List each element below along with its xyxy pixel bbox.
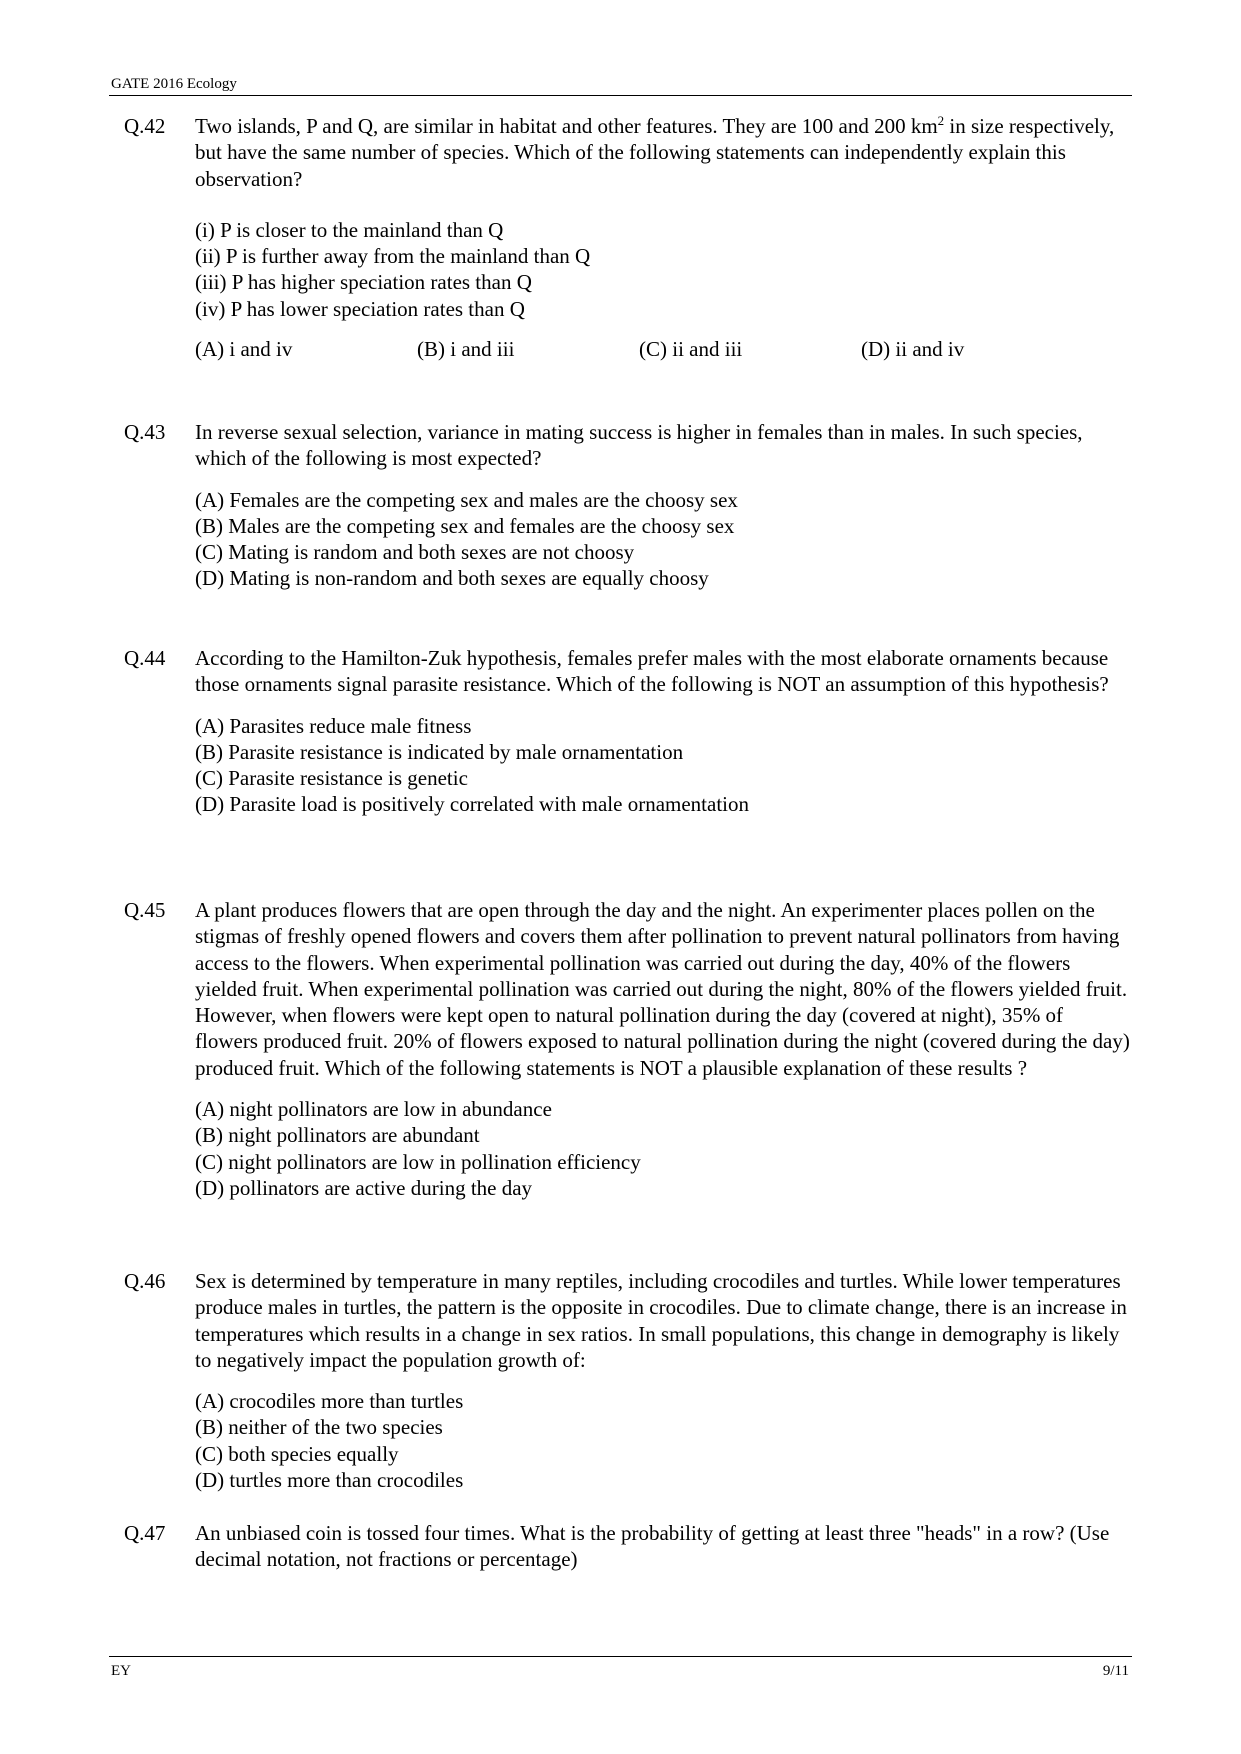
header-rule (109, 95, 1132, 96)
option-d: (D) Parasite load is positively correlated with male ornamentation (195, 792, 749, 817)
option-d: (D) Mating is non-random and both sexes are equally choosy (195, 566, 709, 591)
question-text: Sex is determined by temperature in many reptiles, including crocodiles and turtles. While lower temperatures produce males in turtles, the pattern is the opposite in crocodiles. Due to climate change, there is an increase in temperatures which results in a change in sex ratios. In small populations, this change in demography is likely to negatively impact the population growth of: (195, 1269, 1127, 1372)
option-a: (A) i and iv (195, 337, 293, 362)
option-c: (C) Parasite resistance is genetic (195, 766, 468, 791)
question-body (195, 645, 1130, 818)
option-c: (C) Mating is random and both sexes are not choosy (195, 540, 635, 565)
option-d: (D) ii and iv (861, 337, 965, 362)
option-a: (A) Parasites reduce male fitness (195, 713, 472, 738)
question-number: Q.45 (124, 898, 166, 922)
statement: (i) P is closer to the mainland than Q (195, 217, 504, 242)
footer-paper-code: EY (111, 1663, 131, 1679)
question-body (195, 1520, 1130, 1573)
statement: (ii) P is further away from the mainland than Q (195, 244, 591, 269)
option-c: (C) night pollinators are low in pollination efficiency (195, 1149, 641, 1174)
option-a: (A) crocodiles more than turtles (195, 1389, 464, 1414)
question-number: Q.46 (124, 1269, 166, 1293)
option-list (195, 1096, 1130, 1201)
question-body (195, 113, 1130, 362)
option-d: (D) pollinators are active during the day (195, 1175, 533, 1200)
option-row (195, 336, 1130, 362)
question-text: In reverse sexual selection, variance in mating success is higher in females than in males. In such species, which of the following is most expected? (195, 420, 1083, 471)
option-d: (D) turtles more than crocodiles (195, 1468, 464, 1493)
footer-page-number: 9/11 (1102, 1663, 1129, 1679)
option-b: (B) Parasite resistance is indicated by male ornamentation (195, 739, 684, 764)
question-text: According to the Hamilton-Zuk hypothesis, females prefer males with the most elaborate ornaments because those ornaments signal parasite resistance. Which of the following is NOT an assumption of this hypothesis? (195, 646, 1109, 697)
question-body (195, 897, 1130, 1201)
option-c: (C) both species equally (195, 1441, 399, 1466)
question-text: A plant produces flowers that are open through the day and the night. An experimenter places pollen on the stigmas of freshly opened flowers and covers them after pollination to prevent natural pollinators from having access to the flowers. When experimental pollination was carried out during the day, 40% of the flowers yielded fruit. When experimental pollination was carried out during the night, 80% of the flowers yielded fruit. However, when flowers were kept open to natural pollination during the day (covered at night), 35% of flowers produced fruit. 20% of flowers exposed to natural pollination during the night (covered during the day) produced fruit. Which of the following statements is NOT a plausible explanation of these results ? (195, 898, 1130, 1080)
question-body (195, 1268, 1130, 1493)
question-text-part: Two islands, P and Q, are similar in habitat and other features. They are 100 and 200 km (195, 114, 938, 138)
option-b: (B) neither of the two species (195, 1415, 443, 1440)
statement: (iv) P has lower speciation rates than Q (195, 296, 525, 321)
question-text (195, 113, 1130, 192)
question-number: Q.43 (124, 420, 166, 444)
option-b: (B) i and iii (417, 337, 515, 362)
option-b: (B) Males are the competing sex and females are the choosy sex (195, 513, 735, 538)
option-list (195, 713, 1130, 818)
option-a: (A) Females are the competing sex and males are the choosy sex (195, 487, 738, 512)
statement-list (195, 217, 1130, 322)
question-text: An unbiased coin is tossed four times. What is the probability of getting at least three "heads" in a row? (Use decimal notation, not fractions or percentage) (195, 1521, 1110, 1572)
question-number: Q.42 (124, 114, 166, 138)
statement: (iii) P has higher speciation rates than Q (195, 270, 532, 295)
question-body (195, 419, 1130, 592)
option-list (195, 487, 1130, 592)
superscript: 2 (937, 113, 945, 128)
question-number: Q.47 (124, 1521, 166, 1545)
option-c: (C) ii and iii (639, 337, 743, 362)
question-number: Q.44 (124, 646, 166, 670)
footer-rule (109, 1656, 1132, 1657)
option-b: (B) night pollinators are abundant (195, 1123, 480, 1148)
page-header: GATE 2016 Ecology (111, 76, 237, 92)
question-text-part: in size respectively, but have the same number of species. Which of the following statements can independently explain this observation? (195, 114, 1115, 191)
option-list (195, 1388, 1130, 1493)
option-a: (A) night pollinators are low in abundance (195, 1097, 552, 1122)
